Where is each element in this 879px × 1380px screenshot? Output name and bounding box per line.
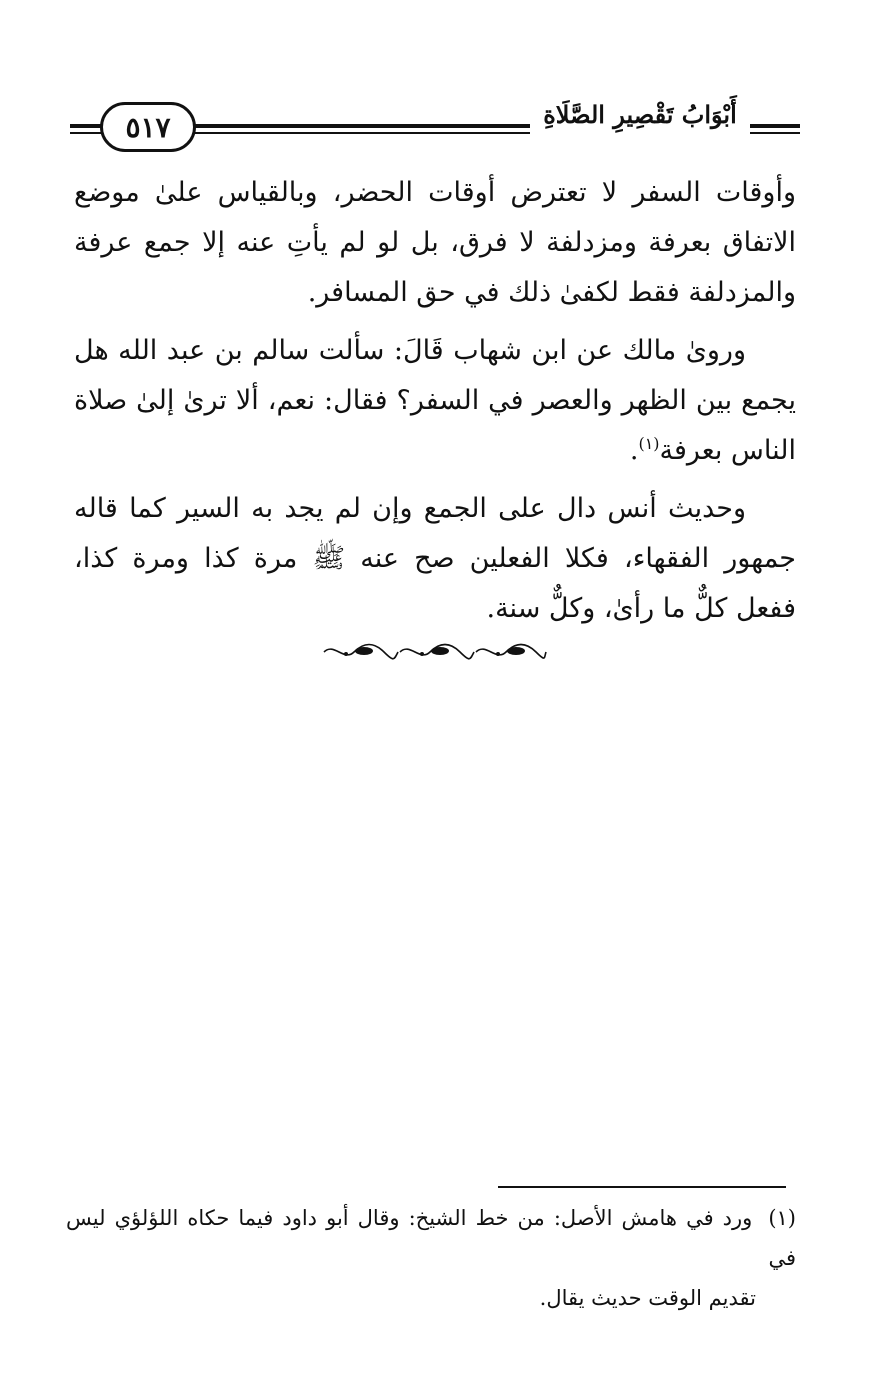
- header-rule-middle-top: [190, 124, 530, 128]
- footnote-1-number: (١): [768, 1206, 796, 1230]
- header-rule-right-top: [750, 124, 800, 128]
- page-header: [70, 100, 800, 156]
- paragraph-2: [74, 326, 796, 476]
- paragraph-2-end: .: [629, 435, 639, 466]
- footnote-reference[interactable]: (١): [638, 434, 660, 453]
- header-rule-middle-bottom: [190, 132, 530, 134]
- footnote-separator: [498, 1186, 786, 1188]
- paragraph-3: وحديث أنس دال على الجمع وإن لم يجد به السير كما قاله جمهور الفقهاء، فكلا الفعلين صح عنه ﷺ مرة كذا ومرة كذا، ففعل كلٌّ ما رأىٰ، وكلٌّ سنة.: [74, 493, 796, 624]
- paragraph-2-text: وروىٰ مالك عن ابن شهاب قَالَ: سألت سالم بن عبد الله هل يجمع بين الظهر والعصر في السفر؟ فقال: نعم، ألا ترىٰ إلىٰ صلاة الناس بعرفة: [74, 335, 796, 466]
- chapter-title: أَبْوَابُ تَقْصِيرِ الصَّلَاةِ: [543, 100, 737, 129]
- footnote-1-line-2: تقديم الوقت حديث يقال.: [539, 1286, 756, 1310]
- main-text: [74, 168, 796, 634]
- page-number: [100, 102, 196, 152]
- header-rule-left-bottom: [70, 132, 102, 134]
- footnote-1: [66, 1198, 796, 1318]
- paragraph-1: وأوقات السفر لا تعترض أوقات الحضر، وبالقياس علىٰ موضع الاتفاق بعرفة ومزدلفة لا فرق، بل لو لم يأتِ عنه إلا جمع عرفة والمزدلفة فقط لكفىٰ ذلك في حق المسافر.: [74, 177, 796, 308]
- header-rule-left-top: [70, 124, 102, 128]
- header-rule-right-bottom: [750, 132, 800, 134]
- ornament-divider-icon: [320, 638, 550, 666]
- footnotes: [66, 1198, 796, 1318]
- page-number-text: ٥١٧: [125, 110, 171, 144]
- footnote-1-line-1: ورد في هامش الأصل: من خط الشيخ: وقال أبو داود فيما حكاه اللؤلؤي ليس في: [66, 1206, 796, 1270]
